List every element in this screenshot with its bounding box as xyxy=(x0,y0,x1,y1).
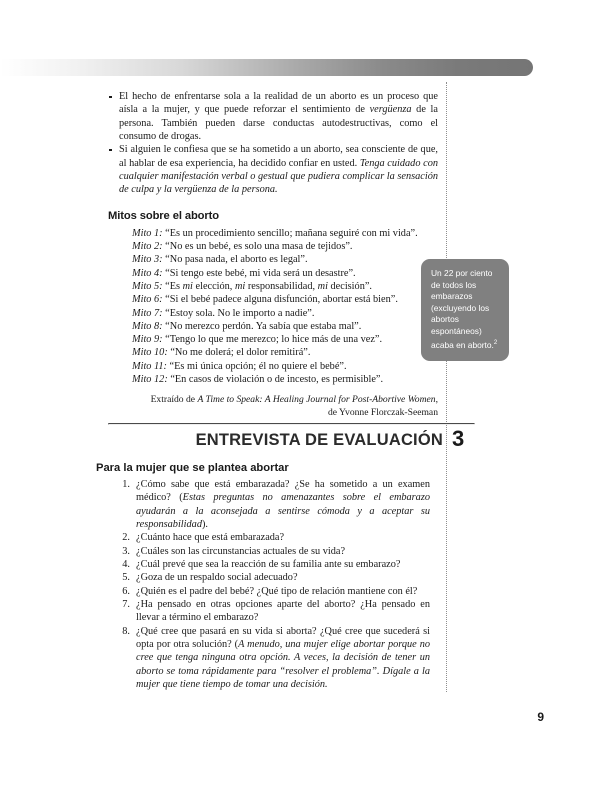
myth-item xyxy=(132,320,438,333)
question-item xyxy=(110,478,430,531)
text-run: ¿Cuál prevé que sea la reacción de su familia ante su embarazo? xyxy=(136,559,401,571)
page-folio: 9 xyxy=(537,710,544,724)
questions-list xyxy=(96,478,446,692)
myth-label: Mito 2: xyxy=(132,241,163,253)
emphasis-run: Estas preguntas no amenazantes sobre el embarazo ayudarán a la aconsejada a sentirse cómoda y a aceptar su responsabilidad xyxy=(136,492,430,531)
text-run: El hecho de enfrentarse sola a la realidad de un aborto es un proceso que aísla a la mujer, y que puede reforzar el sentimiento de xyxy=(119,91,438,116)
myth-label: Mito 3: xyxy=(132,254,163,266)
question-item xyxy=(110,571,430,584)
myth-label: Mito 12: xyxy=(132,374,168,386)
myth-item xyxy=(132,360,438,373)
statistic-callout-box xyxy=(421,259,509,361)
attribution xyxy=(138,394,438,419)
myth-quote: “Es un procedimiento sencillo; mañana seguiré con mi vida”. xyxy=(162,227,418,239)
myth-quote: “Si tengo este bebé, mi vida será un desastre”. xyxy=(162,267,356,279)
myth-item xyxy=(132,293,438,306)
question-item xyxy=(110,558,430,571)
emphasis-run: vergüenza xyxy=(369,104,412,116)
myth-item xyxy=(132,280,438,293)
myth-label: Mito 9: xyxy=(132,334,163,346)
myth-quote: “Estoy sola. No le importo a nadie”. xyxy=(162,307,315,319)
bullet-text-1 xyxy=(119,144,438,195)
text-run: ¿Quién es el padre del bebé? ¿Qué tipo de relación mantiene con él? xyxy=(136,585,418,597)
myth-quote: “No es un bebé, es solo una masa de tejidos”. xyxy=(162,241,353,253)
myth-label: Mito 8: xyxy=(132,320,163,332)
text-run: de la persona. También pueden darse conductas autodestructivas, como el consumo de drogas. xyxy=(119,104,438,143)
myth-item xyxy=(132,346,438,359)
myth-quote: “No pasa nada, el aborto es legal”. xyxy=(162,254,308,266)
running-header-band xyxy=(0,59,533,76)
questions-heading: Para la mujer que se plantea abortar xyxy=(96,462,289,474)
myth-label: Mito 10: xyxy=(132,347,168,359)
question-item xyxy=(110,545,430,558)
question-item xyxy=(110,598,430,625)
statistic-callout-body: Un 22 por ciento de todos los embarazos (excluyendo los abortos espontáneos) acaba en aborto. xyxy=(431,268,494,350)
chapter-number: 3 xyxy=(452,426,465,451)
text-run: ¿Goza de un respaldo social adecuado? xyxy=(136,572,298,584)
emphasis-run: mi xyxy=(317,280,328,292)
myth-item xyxy=(132,240,438,253)
text-run: ¿Cuánto hace que está embarazada? xyxy=(136,532,285,544)
myth-item xyxy=(132,307,438,320)
list-item xyxy=(108,90,438,143)
myth-label: Mito 5: xyxy=(132,280,163,292)
myth-quote: “Es mi única opción; él no quiere el bebé”. xyxy=(166,360,347,372)
myth-quote: “Tengo lo que me merezco; lo hice más de una vez”. xyxy=(162,334,383,346)
chapter-heading xyxy=(108,423,473,455)
footnote-marker: 2 xyxy=(493,339,498,346)
questions-column xyxy=(96,462,446,692)
myth-item xyxy=(132,333,438,346)
question-item xyxy=(110,625,430,692)
attribution-lead: Extraído de xyxy=(150,394,198,406)
text-run: ¿Cuáles son las circunstancias actuales de su vida? xyxy=(136,545,346,557)
emphasis-run: mi xyxy=(182,280,193,292)
running-header-title: Aborto xyxy=(542,61,578,73)
bullet-text-0 xyxy=(119,91,438,142)
myth-label: Mito 7: xyxy=(132,307,163,319)
myth-quote: “No me dolerá; el dolor remitirá”. xyxy=(167,347,311,359)
myth-label: Mito 11: xyxy=(132,360,167,372)
myths-list xyxy=(132,227,438,387)
chapter-title: ENTREVISTA DE EVALUACIÓN xyxy=(195,431,443,449)
dotted-margin-rule xyxy=(446,82,447,692)
attribution-work: A Time to Speak: A Healing Journal for Post-Abortive Women xyxy=(197,394,436,406)
myth-label: Mito 6: xyxy=(132,294,163,306)
text-run: ¿Qué cree que pasará en su vida si aborta? ¿Qué cree que sucederá si opta por otra solución? ( xyxy=(136,625,430,651)
myth-item xyxy=(132,373,438,386)
myths-heading: Mitos sobre el aborto xyxy=(108,209,220,222)
emphasis-run: Tenga cuidado con cualquier manifestación verbal o gestual que pudiera complicar la sensación de culpa y la vergüenza de la persona. xyxy=(119,157,438,196)
myth-quote: “Si el bebé padece alguna disfunción, abortar está bien”. xyxy=(162,294,398,306)
myth-quote: “En casos de violación o de incesto, es permisible”. xyxy=(167,374,384,386)
main-text-column xyxy=(108,90,438,420)
text-run: ). xyxy=(201,519,208,531)
bullet-list xyxy=(108,90,438,197)
chapter-heading-inner xyxy=(108,425,473,455)
myth-item xyxy=(132,227,438,240)
myth-item xyxy=(132,267,438,280)
question-item xyxy=(110,531,430,544)
myth-label: Mito 4: xyxy=(132,267,163,279)
attribution-author: de Yvonne Florczak-Seeman xyxy=(327,406,438,418)
emphasis-run: mi xyxy=(234,280,246,292)
myth-item xyxy=(132,253,438,266)
attribution-tail: , xyxy=(435,394,438,406)
text-run: Si alguien le confiesa que se ha sometido a un aborto, sea consciente de que, al hablar de esa experiencia, ha decidido confiar en usted. xyxy=(119,144,438,169)
list-item xyxy=(108,143,438,196)
myth-label: Mito 1: xyxy=(132,227,163,239)
emphasis-run: A menudo, una mujer elige abortar porque no cree que tenga ninguna otra opción. A veces, la decisión de tener un aborto se toma rápidamente para “resolver el problema”. Dígale a la mujer que tiene tiempo de tomar una decisión. xyxy=(136,639,430,691)
myth-quote: “Es mi elección, mi responsabilidad, mi decisión”. xyxy=(162,280,372,292)
text-run: ¿Ha pensado en otras opciones aparte del aborto? ¿Ha pensado en llevar a término el embarazo? xyxy=(136,599,430,624)
text-run: ¿Cómo sabe que está embarazada? ¿Se ha sometido a un examen médico? ( xyxy=(136,479,430,504)
statistic-callout-text xyxy=(431,268,501,351)
question-item xyxy=(110,585,430,598)
myth-quote: “No merezco perdón. Ya sabía que estaba mal”. xyxy=(162,320,362,332)
